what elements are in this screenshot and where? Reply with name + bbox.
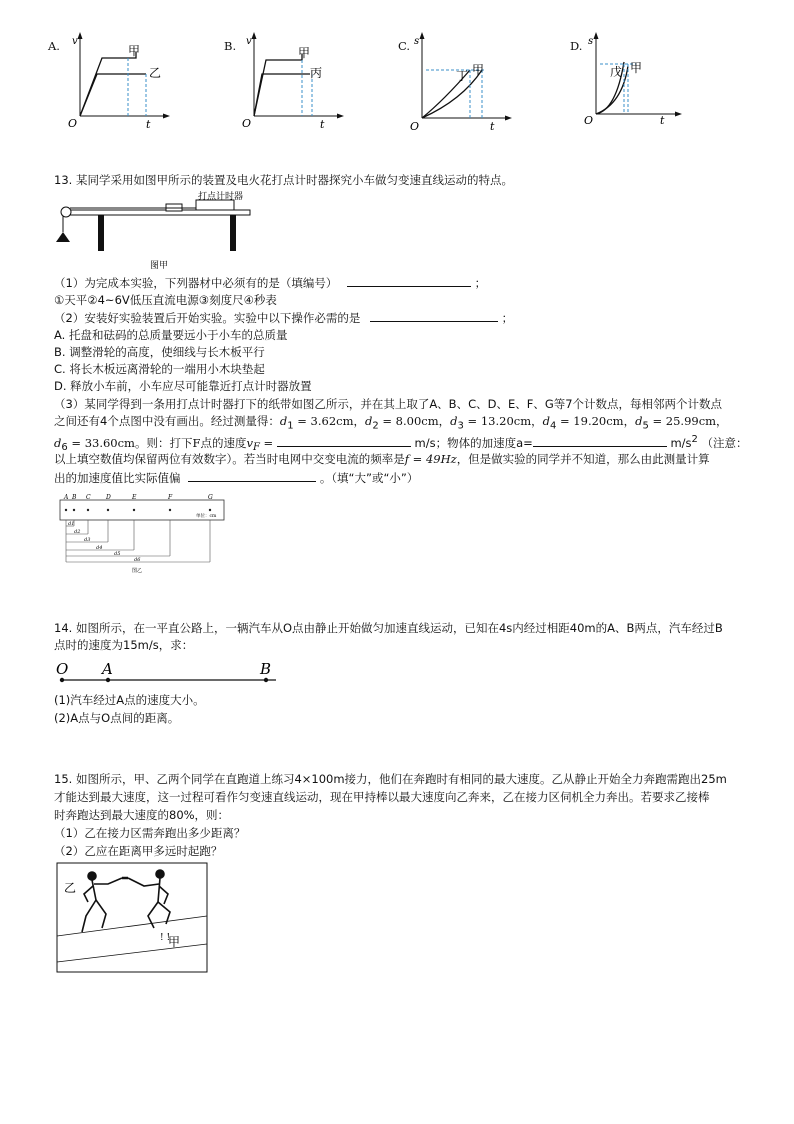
graph-a-origin: O [68,117,78,130]
q13-part1-end: ； [474,276,487,290]
vf-symbol: v [246,435,253,450]
d2-value: = 8.00cm， [378,414,451,428]
graph-d-origin: O [584,114,594,127]
graph-a-curve1: 甲 [128,44,141,58]
q15-line1: 15. 如图所示，甲、乙两个同学在直跑道上练习4×100m接力，他们在奔跑时有相同的最大速度。乙从静止开始全力奔跑需跑出25m [54,772,727,786]
graph-c-xaxis: t [490,120,495,133]
vf-subscript: F [252,442,260,454]
tape-unit: 单位：cm [196,514,217,519]
q13-apparatus-figure [46,190,256,270]
q14-sub1: (1)汽车经过A点的速度大小。 [54,693,205,707]
acceleration-unit: m/s [670,435,692,450]
tape-point-a: A [64,494,69,501]
tape-point-e: E [132,494,137,501]
d3-value: = 13.20cm， [463,414,543,428]
d6-value: = 33.60cm。则：打下F点的速度 [67,435,247,450]
graph-c-origin: O [410,120,420,133]
road-point-o: O [56,660,69,678]
graph-b-yaxis: v [246,36,252,47]
q13-part2-text: （2）安装好实验装置后开始实验。实验中以下操作必需的是 [54,311,361,325]
q15-relay-figure [56,862,208,974]
graph-d-plot [578,30,688,130]
vf-unit: m/s；物体的加速度a= [414,435,533,450]
q14-line1: 14. 如图所示，在一平直公路上，一辆汽车从O点由静止开始做匀加速直线运动，已知在4s内经过相距40m的A、B两点，汽车经过B [54,621,723,635]
q15-sub2: （2）乙应在距离甲多远时起跑？ [54,844,223,858]
option-b-label: B. [224,39,237,53]
q15-line2: 才能达到最大速度，这一过程可看作匀变速直线运动，现在甲持棒以最大速度向乙奔来，乙在接力区伺机全力奔出。若要求乙接棒 [54,790,710,804]
q13-option-c: C. 将长木板远离滑轮的一端用小木块垫起 [54,362,265,376]
tape-point-c: C [86,494,91,501]
tape-d1: d1 [68,521,75,527]
q13-part3-line2-text: 之间还有4个点图中没有画出。经过测量得： [54,414,280,428]
q13-part3-line2: 之间还有4个点图中没有画出。经过测量得：$d_1 = 3.62cm$，$d_2 = 8.00cm$，$d_3 = 13.20cm$，$d_4 = 19.20cm$，$d_5 = 25.99cm$， [54,414,728,432]
graph-a-plot [62,30,172,132]
bias-answer-blank[interactable] [188,470,316,482]
graph-c-yaxis: s [414,36,420,47]
q13-part3-line5-end: 。（填“大”或“小”） [319,471,419,485]
q15-line3: 时奔跑达到最大速度的80%，则： [54,808,230,822]
vf-answer-blank[interactable] [277,435,411,447]
tape-point-d: D [106,494,111,501]
d3-symbol: d [450,414,458,428]
q14-line2: 点时的速度为15m/s，求： [54,638,194,652]
q13-option-a: A. 托盘和砝码的总质量要远小于小车的总质量 [54,328,288,342]
d6-symbol: d [54,435,62,450]
q13-part1-text: （1）为完成本实验，下列器材中必须有的是（填编号） [54,276,338,290]
graph-c-plot [404,30,514,134]
q13-part1-options: ①天平②4~6V低压直流电源③刻度尺④秒表 [54,293,277,307]
q13-part3-line5-text: 出的加速度值比实际值偏 [54,471,181,485]
q13-part2-end: ； [501,311,514,325]
graph-b-origin: O [242,117,252,130]
d5-value: = 25.99cm， [648,414,728,428]
q13-part3-line3: $d_6 = 33.60cm$。则：打下F点的速度$v_F = m/s$；物体的加速度$a= m/s^2$ （注意： [54,434,748,454]
d5-symbol: d [635,414,643,428]
q13-stem: 13. 某同学采用如图甲所示的装置及电火花打点计时器探究小车做匀变速直线运动的特点。 [54,173,513,187]
graph-a-yaxis: v [72,36,78,47]
q13-fig-caption: 图甲 [150,261,169,270]
q13-part3-line4-end: ，但是做实验的同学并不知道，那么由此测量计算 [456,452,710,466]
q13-part2-answer-blank[interactable] [370,310,498,322]
graph-b-plot [236,30,346,132]
graph-d-curve2: 戊 [610,65,623,79]
d2-symbol: d [364,414,373,428]
tape-caption: 图乙 [132,568,143,574]
note-start: （注意： [701,435,748,450]
graph-d-yaxis: s [588,36,594,47]
tape-d5: d5 [114,551,121,557]
d4-value: = 19.20cm， [556,414,636,428]
graph-b-curve1: 甲 [298,46,311,60]
graph-a-xaxis: t [146,118,151,131]
label-yi: 乙 [64,881,77,895]
option-a-label: A. [48,39,60,53]
q13-option-b: B. 调整滑轮的高度，使细线与长木板平行 [54,345,265,359]
graph-b-xaxis: t [320,118,325,131]
option-d-label: D. [570,39,583,53]
q13-tape-figure [58,492,228,574]
graph-a-curve2: 乙 [149,66,162,80]
tape-point-g: G [208,494,213,501]
q13-part3-line1: （3）某同学得到一条用打点计时器打下的纸带如图乙所示，并在其上取了A、B、C、D、E、F、G等7个计数点，每相邻两个计数点 [54,397,723,411]
frequency-value: f = 49Hz [404,452,457,466]
q13-part3-line4-text: 以上填空数值均保留两位有效数字）。若当时电网中交变电流的频率是 [54,452,405,466]
tape-d6: d6 [134,557,141,563]
road-point-b: B [260,660,272,678]
q13-timer-label: 打点计时器 [198,192,244,202]
label-jia: 甲 [168,935,181,949]
q14-road-figure [50,656,290,688]
q13-part1 [54,275,486,291]
tape-d4: d4 [96,545,103,551]
tape-d2: d2 [74,529,81,535]
tape-point-b: B [72,494,77,501]
q13-part2 [54,310,513,326]
vf-equals: = [259,435,277,450]
graph-b-curve2: 丙 [310,66,323,80]
graph-d-curve1: 甲 [630,61,643,75]
d1-value: = 3.62cm， [293,414,365,428]
q14-sub2: (2)A点与O点间的距离。 [54,711,180,725]
q13-part3-line5 [54,470,418,486]
q15-sub1: （1）乙在接力区需奔跑出多少距离？ [54,826,246,840]
graph-c-curve1: 甲 [472,63,485,77]
option-c-label: C. [398,39,411,53]
d4-symbol: d [542,414,550,428]
road-point-a: A [102,660,113,678]
q13-part3-line4 [54,451,710,467]
graph-d-xaxis: t [660,114,665,127]
svg-text:! !: ! ! [160,933,171,943]
tape-point-f: F [168,494,173,501]
graph-c-curve2: 丁 [456,69,469,83]
acceleration-answer-blank[interactable] [533,435,667,447]
q13-part1-answer-blank[interactable] [347,275,471,287]
d1-symbol: d [279,414,288,428]
tape-d3: d3 [84,537,91,543]
q13-option-d: D. 释放小车前，小车应尽可能靠近打点计时器放置 [54,379,312,393]
